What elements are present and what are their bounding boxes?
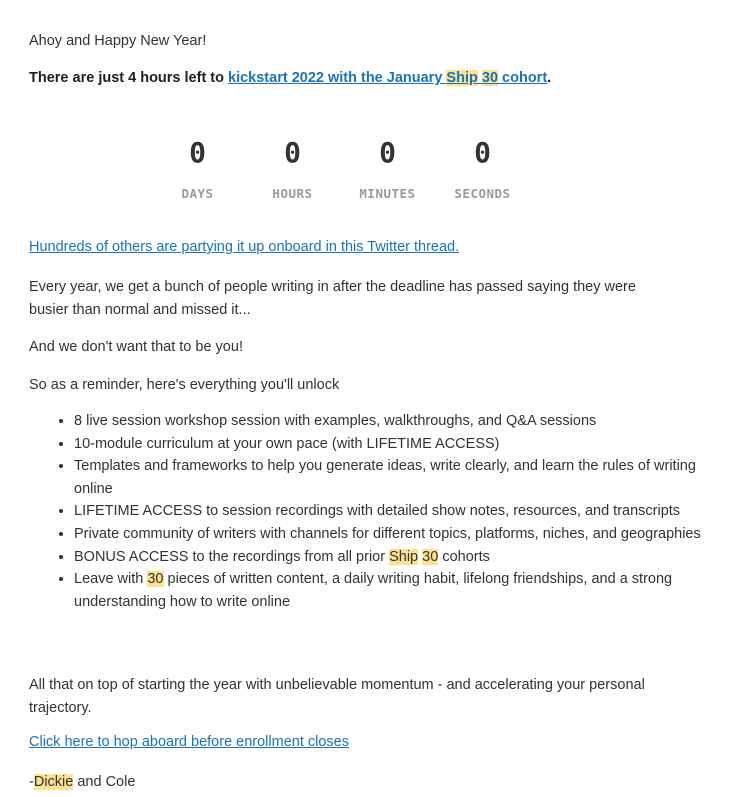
- highlight-ship: Ship: [389, 548, 419, 565]
- countdown-minutes-value: 0: [379, 136, 396, 169]
- kickstart-link[interactable]: [228, 70, 547, 86]
- countdown-seconds-label: SECONDS: [454, 186, 511, 201]
- countdown-days-value: 0: [189, 136, 206, 169]
- bonus-text: BONUS ACCESS to the recordings from all prior: [74, 548, 390, 565]
- benefits-list: [29, 410, 724, 613]
- countdown-minutes-label: MINUTES: [359, 186, 416, 201]
- countdown-minutes: [340, 132, 435, 201]
- highlight-30: 30: [422, 548, 439, 565]
- deadline-paragraph: Every year, we get a bunch of people writing in after the deadline has passed saying they were busier than normal and missed it...: [29, 279, 636, 318]
- enroll-link[interactable]: Click here to hop aboard before enrollment closes: [29, 734, 349, 750]
- highlight-dickie: Dickie: [33, 774, 74, 790]
- countdown-hours-value: 0: [284, 136, 301, 169]
- countdown-timer: [150, 132, 530, 201]
- headline-suffix: .: [547, 70, 552, 86]
- headline: [29, 67, 551, 90]
- signoff-dash: -: [29, 774, 34, 790]
- countdown-hours-label: HOURS: [272, 186, 313, 201]
- list-item-bonus: [74, 546, 724, 569]
- list-item: • Templates and frameworks to help you generate ideas, write clearly, and learn the rules of writing online: [74, 455, 724, 500]
- signoff-rest: and Cole: [73, 774, 136, 790]
- highlight-30: 30: [147, 571, 164, 588]
- list-item: • Private community of writers with channels for different topics, platforms, niches, and geographies: [74, 523, 724, 546]
- list-item: • LIFETIME ACCESS to session recordings with detailed show notes, resources, and transcripts: [74, 500, 724, 523]
- countdown-days-label: DAYS: [181, 186, 214, 201]
- reminder-paragraph: So as a reminder, here's everything you'll unlock: [29, 377, 340, 393]
- kickstart-link-cohort: cohort: [502, 70, 548, 86]
- list-item: • 10-module curriculum at your own pace (with LIFETIME ACCESS): [74, 433, 724, 456]
- countdown-days: [150, 132, 245, 201]
- leave-text-end: pieces of written content, a daily writing habit, lifelong friendships, and a strong understanding how to write online: [74, 571, 673, 610]
- countdown-seconds-value: 0: [474, 136, 491, 169]
- signoff: [29, 771, 135, 794]
- countdown-seconds: [435, 132, 530, 201]
- headline-prefix: There are just 4 hours left to: [29, 70, 229, 86]
- highlight-30: 30: [481, 70, 499, 86]
- leave-text: Leave with: [74, 571, 148, 588]
- highlight-ship: Ship: [446, 70, 478, 86]
- list-item: • 8 live session workshop session with examples, walkthroughs, and Q&A sessions: [74, 410, 724, 433]
- countdown-hours: [245, 132, 340, 201]
- greeting-text: Ahoy and Happy New Year!: [29, 33, 207, 49]
- twitter-thread-link[interactable]: Hundreds of others are partying it up onboard in this Twitter thread.: [29, 239, 460, 255]
- bonus-text-end: cohorts: [438, 548, 490, 565]
- not-you-paragraph: And we don't want that to be you!: [29, 339, 243, 355]
- momentum-paragraph: All that on top of starting the year with unbelievable momentum - and accelerating your personal trajectory.: [29, 677, 645, 716]
- kickstart-link-text: kickstart 2022 with the January: [228, 70, 447, 86]
- list-item-leave: [74, 568, 724, 613]
